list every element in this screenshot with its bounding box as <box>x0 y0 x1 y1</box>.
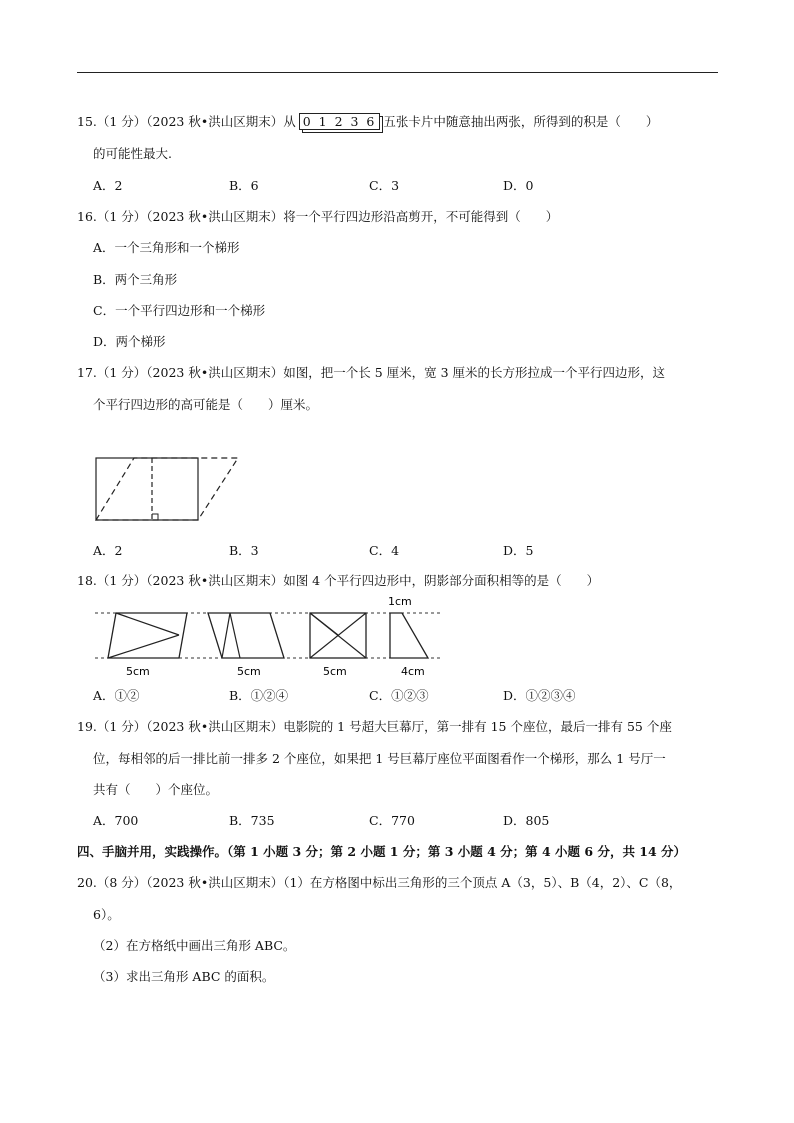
q17-line1: 17.（1 分）（2023 秋•洪山区期末）如图，把一个长 5 厘米，宽 3 厘米的长方形拉成一个平行四边形，这 <box>77 365 666 380</box>
label-fig3: 5cm <box>323 665 347 678</box>
q19-line2: 位，每相邻的后一排比前一排多 2 个座位，如果把 1 号巨幕厅座位平面图看作一个梯形，那么 1 号厅一 <box>93 751 666 766</box>
q19-option-d[interactable]: D．805 <box>503 813 550 828</box>
q18-option-d[interactable]: D．①②③④ <box>503 688 576 703</box>
q18-text: 18.（1 分）（2023 秋•洪山区期末）如图 4 个平行四边形中，阴影部分面积相等的是（ ） <box>77 573 600 588</box>
q16-text: 16.（1 分）（2023 秋•洪山区期末）将一个平行四边形沿高剪开，不可能得到（ ） <box>77 209 559 224</box>
q15-option-c[interactable]: C．3 <box>369 178 400 193</box>
q16-option-b[interactable]: B．两个三角形 <box>93 272 178 287</box>
header-rule <box>77 72 718 73</box>
q20-line2: 6）。 <box>93 907 120 922</box>
q16-option-a[interactable]: A．一个三角形和一个梯形 <box>93 240 240 255</box>
q19-line1: 19.（1 分）（2023 秋•洪山区期末）电影院的 1 号超大巨幕厅，第一排有 15 个座位，最后一排有 55 个座 <box>77 719 672 734</box>
q17-figure <box>90 452 245 527</box>
q16-option-d[interactable]: D．两个梯形 <box>93 334 166 349</box>
right-angle-mark <box>152 514 158 520</box>
q17-option-d[interactable]: D．5 <box>503 543 534 558</box>
q15-option-b[interactable]: B．6 <box>229 178 259 193</box>
label-1cm: 1cm <box>388 595 412 608</box>
rectangle <box>96 458 198 520</box>
q15-prefix: 15.（1 分）（2023 秋•洪山区期末）从 <box>77 114 296 129</box>
q18-option-c[interactable]: C．①②③ <box>369 688 429 703</box>
q15-line1 <box>77 112 658 130</box>
q20-line1: 20.（8 分）（2023 秋•洪山区期末）（1）在方格图中标出三角形的三个顶点 A（3，5）、B（4，2）、C（8， <box>77 875 682 890</box>
q17-line2: 个平行四边形的高可能是（ ）厘米。 <box>93 397 319 412</box>
q15-line2: 的可能性最大. <box>93 146 172 161</box>
parallelogram-3 <box>310 613 366 658</box>
q19-line3: 共有（ ）个座位。 <box>93 782 219 797</box>
q15-option-a[interactable]: A．2 <box>93 178 123 193</box>
label-fig2: 5cm <box>237 665 261 678</box>
q18-figure <box>90 593 445 683</box>
q20-sub3: （3）求出三角形 ABC 的面积。 <box>93 969 275 984</box>
q19-option-a[interactable]: A．700 <box>93 813 139 828</box>
parallelogram-1 <box>108 613 187 658</box>
label-fig4: 4cm <box>401 665 425 678</box>
section-4-heading: 四、手脑并用，实践操作。（第 1 小题 3 分；第 2 小题 1 分；第 3 小题 4 分；第 4 小题 6 分，共 14 分） <box>77 844 687 859</box>
q16-option-c[interactable]: C．一个平行四边形和一个梯形 <box>93 303 266 318</box>
q20-sub2: （2）在方格纸中画出三角形 ABC。 <box>93 938 296 953</box>
q17-option-b[interactable]: B．3 <box>229 543 259 558</box>
q15-suffix: 五张卡片中随意抽出两张，所得到的积是（ ） <box>383 114 659 129</box>
q17-option-c[interactable]: C．4 <box>369 543 400 558</box>
label-fig1: 5cm <box>126 665 150 678</box>
parallelogram <box>96 458 238 520</box>
q15-cards: 0 1 2 3 6 <box>299 113 381 130</box>
q18-option-a[interactable]: A．①② <box>93 688 140 703</box>
q15-option-d[interactable]: D．0 <box>503 178 534 193</box>
q17-option-a[interactable]: A．2 <box>93 543 123 558</box>
parallelogram-2 <box>208 613 284 658</box>
q19-option-c[interactable]: C．770 <box>369 813 415 828</box>
q19-option-b[interactable]: B．735 <box>229 813 275 828</box>
q18-option-b[interactable]: B．①②④ <box>229 688 289 703</box>
trapezoid-4 <box>390 613 428 658</box>
